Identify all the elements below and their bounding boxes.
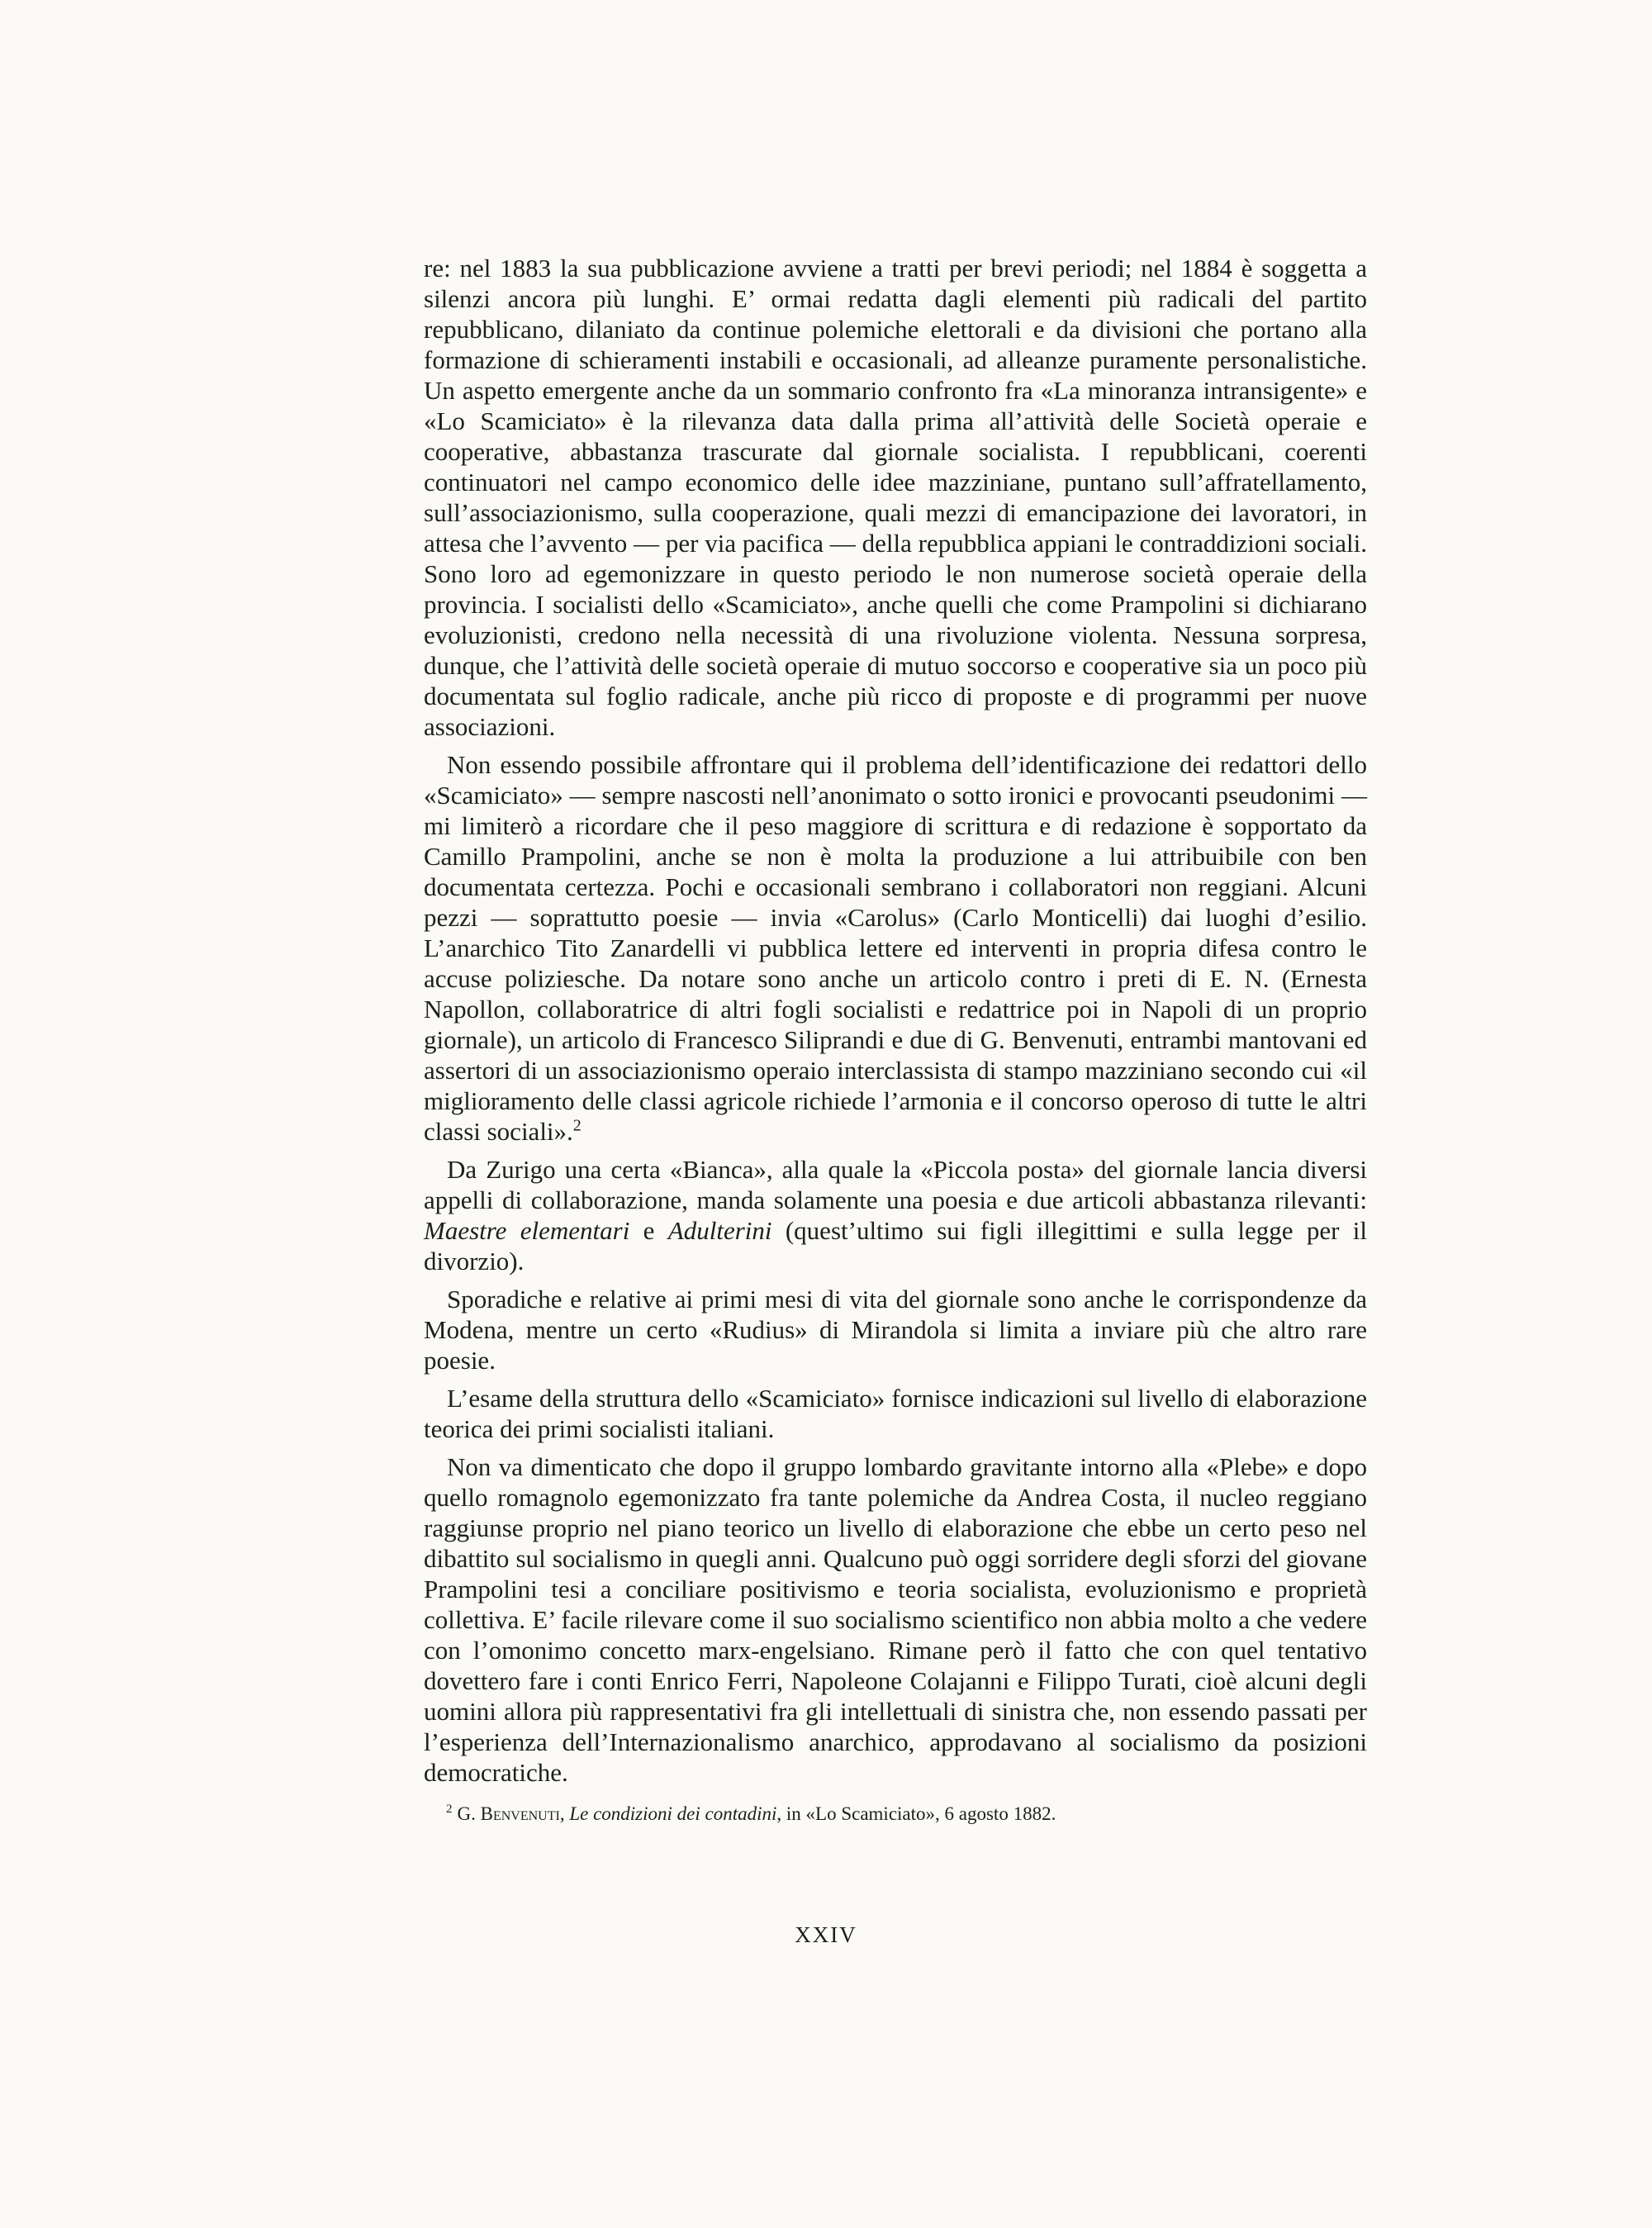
footnote-author: G. Benvenuti: [457, 1803, 560, 1824]
footnote-rest: , in «Lo Scamiciato», 6 agosto 1882.: [776, 1803, 1056, 1824]
footnote-ref-2: 2: [572, 1116, 582, 1135]
paragraph-4: Sporadiche e relative ai primi mesi di vita del giornale sono anche le corrispondenze da Modena, mentre un certo «Rudius» di Mirandola si limita a inviare più che altro rare poesie.: [424, 1285, 1367, 1375]
paragraph-3-text-after: (quest’ultimo sui figli illegittimi e sulla legge per il divorzio).: [424, 1216, 1367, 1276]
page-number: XXIV: [795, 1922, 857, 1947]
footnote-title: Le condizioni dei contadini: [569, 1803, 777, 1824]
paragraph-3-text-mid: e: [629, 1216, 668, 1245]
footnote-separator: ,: [559, 1803, 570, 1824]
paragraph-3: [424, 1154, 1367, 1276]
paragraph-3-text-before: Da Zurigo una certa «Bianca», alla quale la «Piccola posta» del giornale lancia diversi appelli di collaborazione, manda solamente una poesia e due articoli abbastanza rilevanti:: [424, 1155, 1367, 1214]
paragraph-2-text: Non essendo possibile affrontare qui il problema dell’identificazione dei redattori dello «Scamiciato» — sempre nascosti nell’anonimato o sotto ironici e provocanti pseudonimi — mi limiterò a ricordare che il peso maggiore di scrittura e di redazione è sopportato da Camillo Prampolini, anche se non è molta la produzione a lui attribuibile con ben documentata certezza. Pochi e occasionali sembrano i collaboratori non reggiani. Alcuni pezzi — soprattutto poesie — invia «Carolus» (Carlo Monticelli) dai luoghi d’esilio. L’anarchico Tito Zanardelli vi pubblica lettere ed interventi in propria difesa contro le accuse poliziesche. Da notare sono anche un articolo contro i preti di E. N. (Ernesta Napollon, collaboratrice di altri fogli socialisti e redattrice poi in Napoli di un proprio giornale), un articolo di Francesco Siliprandi e due di G. Benvenuti, entrambi mantovani ed assertori di un associazionismo operaio interclassista di stampo mazziniano secondo cui «il miglioramento delle classi agricole richiede l’armonia e il concorso operoso di tutte le altri classi sociali».: [424, 750, 1367, 1146]
title-maestre-elementari: Maestre elementari: [424, 1216, 630, 1245]
paragraph-6: Non va dimenticato che dopo il gruppo lombardo gravitante intorno alla «Plebe» e dopo quello romagnolo egemonizzato fra tante polemiche da Andrea Costa, il nucleo reggiano raggiunse proprio nel piano teorico un livello di elaborazione che ebbe un certo peso nel dibattito sul socialismo in quegli anni. Qualcuno può oggi sorridere degli sforzi del giovane Prampolini tesi a conciliare positivismo e teoria socialista, evoluzionismo e proprietà collettiva. E’ facile rilevare come il suo socialismo scientifico non abbia molto a che vedere con l’omonimo concetto marx-engelsiano. Rimane però il fatto che con quel tentativo dovettero fare i conti Enrico Ferri, Napoleone Colajanni e Filippo Turati, cioè alcuni degli uomini allora più rappresentativi fra gli intellettuali di sinistra che, non essendo passati per l’esperienza dell’Internazionalismo anarchico, approdavano al socialismo da posizioni democratiche.: [424, 1452, 1367, 1787]
paragraph-1: re: nel 1883 la sua pubblicazione avviene a tratti per brevi periodi; nel 1884 è soggetta a silenzi ancora più lunghi. E’ ormai redatta dagli elementi più radicali del partito repubblicano, dilaniato da continue polemiche elettorali e da divisioni che portano alla formazione di schieramenti instabili e occasionali, ad alleanze puramente personalistiche. Un aspetto emergente anche da un sommario confronto fra «La minoranza intransigente» e «Lo Scamiciato» è la rilevanza data dalla prima all’attività delle Società operaie e cooperative, abbastanza trascurate dal giornale socialista. I repubblicani, coerenti continuatori nel campo economico delle idee mazziniane, puntano sull’affratellamento, sull’associazionismo, sulla cooperazione, quali mezzi di emancipazione dei lavoratori, in attesa che l’avvento — per via pacifica — della repubblica appiani le contraddizioni sociali. Sono loro ad egemonizzare in questo periodo le non numerose società operaie della provincia. I socialisti dello «Scamiciato», anche quelli che come Prampolini si dichiarano evoluzionisti, credono nella necessità di una rivoluzione violenta. Nessuna sorpresa, dunque, che l’attività delle società operaie di mutuo soccorso e cooperative sia un poco più documentata sul foglio radicale, anche più ricco di proposte e di programmi per nuove associazioni.: [424, 254, 1367, 741]
paragraph-5: L’esame della struttura dello «Scamiciato» fornisce indicazioni sul livello di elaborazione teorica dei primi socialisti italiani.: [424, 1384, 1367, 1443]
footnote-number: 2: [446, 1803, 453, 1817]
footnote: [446, 1802, 1367, 1827]
paragraph-2: [424, 749, 1367, 1147]
title-adulterini: Adulterini: [667, 1216, 772, 1245]
body-text: [424, 253, 1367, 1788]
